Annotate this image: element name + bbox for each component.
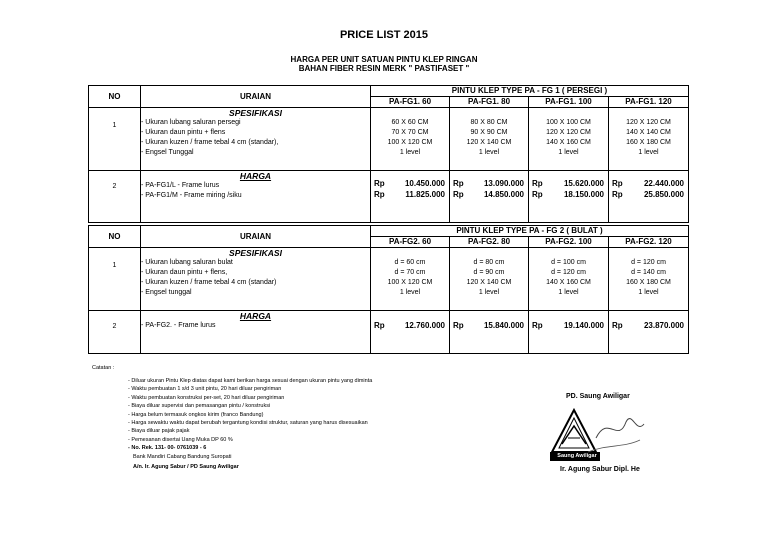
header-no: NO xyxy=(89,226,141,248)
row-no: 1 xyxy=(89,108,141,171)
spec-value: 120 X 120 CM xyxy=(546,129,591,136)
spec-line: - Ukuran lubang saluran bulat xyxy=(141,259,233,266)
price-line: - PA-FG2. - Frame lurus xyxy=(141,322,216,329)
currency: Rp xyxy=(374,321,385,330)
spec-line: - Ukuran daun pintu + flens xyxy=(141,129,226,136)
price-description xyxy=(141,311,371,354)
spec-value: 140 X 160 CM xyxy=(546,279,591,286)
price-cell xyxy=(609,171,689,223)
spec-value: d = 60 cm xyxy=(394,259,426,266)
price-value: 13.090.000 xyxy=(483,179,524,188)
spec-value: 100 X 120 CM xyxy=(387,279,433,286)
bank-account: - No. Rek. 131- 00- 0761039 - 6 xyxy=(128,445,207,452)
spec-value: 160 X 180 CM xyxy=(626,279,671,286)
currency: Rp xyxy=(453,321,464,330)
note-item: - Harga belum termasuk ongkos kirim (franco Bandung) xyxy=(128,411,264,418)
type-title: PINTU KLEP TYPE PA - FG 1 ( PERSEGI ) xyxy=(371,86,689,97)
logo-text: Saung Awiligar xyxy=(557,453,597,459)
spec-value: d = 120 cm xyxy=(551,269,586,276)
currency: Rp xyxy=(612,189,623,199)
spec-values xyxy=(371,248,450,311)
row-no: 1 xyxy=(89,248,141,311)
price-cell xyxy=(529,311,609,354)
price-value: 10.450.000 xyxy=(404,179,445,188)
spec-value: 1 level xyxy=(558,289,579,296)
row-no: 2 xyxy=(89,311,141,354)
price-line: - PA-FG1/M - Frame miring /siku xyxy=(141,192,242,199)
spec-value: d = 120 cm xyxy=(631,259,666,266)
spec-value: 90 X 90 CM xyxy=(470,129,508,136)
spec-value: 1 level xyxy=(399,149,421,156)
spec-value: 160 X 180 CM xyxy=(626,139,671,146)
spec-values xyxy=(371,108,450,171)
spec-value: 140 X 160 CM xyxy=(546,139,591,146)
spec-value: 140 X 140 CM xyxy=(626,129,671,136)
spec-value: d = 70 cm xyxy=(394,269,426,276)
subtitle-line-1: HARGA PER UNIT SATUAN PINTU KLEP RINGAN xyxy=(290,55,478,64)
header-uraian: URAIAN xyxy=(141,226,371,248)
spec-value: 70 X 70 CM xyxy=(391,129,429,136)
bank-holder: A/n. Ir. Agung Sabur / PD Saung Awiligar xyxy=(133,464,239,471)
price-cell xyxy=(450,171,529,223)
price-value: 22.440.000 xyxy=(643,179,684,188)
spec-value: 1 level xyxy=(478,149,500,156)
spec-value: d = 80 cm xyxy=(473,259,505,266)
model-header: PA-FG1. 120 xyxy=(609,97,689,108)
spec-value: 100 X 100 CM xyxy=(546,119,591,126)
spec-value: 1 level xyxy=(638,149,659,156)
type-title: PINTU KLEP TYPE PA - FG 2 ( BULAT ) xyxy=(371,226,689,237)
spec-values xyxy=(450,248,529,311)
spec-values xyxy=(450,108,529,171)
price-line: - PA-FG1/L - Frame lurus xyxy=(141,182,220,189)
currency: Rp xyxy=(374,189,385,199)
bank-name: Bank Mandiri Cabang Bandung Suropati xyxy=(133,453,232,460)
price-value: 19.140.000 xyxy=(563,321,604,330)
spec-value: 80 X 80 CM xyxy=(470,119,508,126)
note-item: - Harga sewaktu waktu dapat berubah tergantung kondisi struktur, saturan yang harus disesuaikan xyxy=(128,420,368,427)
spec-values xyxy=(529,108,609,171)
spec-description xyxy=(141,108,371,171)
note-item: - Pemesanan disertai Uang Muka DP 60 % xyxy=(128,436,233,443)
price-cell xyxy=(529,171,609,223)
price-cell xyxy=(371,311,450,354)
model-header: PA-FG1. 80 xyxy=(450,97,529,108)
notes-label: Catatan : xyxy=(92,365,115,371)
spec-line: - Ukuran lubang saluran persegi xyxy=(141,119,241,126)
harga-heading: HARGA xyxy=(239,171,272,181)
price-table-fg2 xyxy=(88,225,689,354)
spec-values xyxy=(609,108,689,171)
spec-line: - Engsel Tunggal xyxy=(141,149,194,156)
currency: Rp xyxy=(532,189,543,199)
currency: Rp xyxy=(374,179,385,188)
header-no: NO xyxy=(89,86,141,108)
spec-line: - Ukuran kuzen / frame tebal 4 cm (standar) xyxy=(141,279,277,286)
spec-heading: SPESIFIKASI xyxy=(229,108,282,118)
currency: Rp xyxy=(612,179,623,188)
price-value: 23.870.000 xyxy=(643,321,684,330)
company-name: PD. Saung Awiligar xyxy=(566,393,630,400)
price-value: 15.840.000 xyxy=(483,321,524,330)
currency: Rp xyxy=(612,321,623,330)
spec-line: - Ukuran kuzen / frame tebal 4 cm (standar), xyxy=(141,139,279,146)
spec-values xyxy=(529,248,609,311)
currency: Rp xyxy=(453,189,464,199)
spec-value: 120 X 140 CM xyxy=(466,279,512,286)
price-value: 15.620.000 xyxy=(563,179,604,188)
price-value: 14.850.000 xyxy=(483,189,524,199)
price-table-fg1 xyxy=(88,85,689,223)
signatory-name: Ir. Agung Sabur Dipl. He xyxy=(560,466,640,473)
currency: Rp xyxy=(532,321,543,330)
spec-line: - Engsel tunggal xyxy=(141,289,192,296)
spec-value: 100 X 120 CM xyxy=(387,139,433,146)
spec-heading: SPESIFIKASI xyxy=(229,248,282,258)
spec-value: 1 level xyxy=(638,289,659,296)
note-item: - Waktu pembuatan 1 s/d 3 unit pintu, 20 hari diluar pengiriman xyxy=(128,386,282,393)
spec-value: d = 100 cm xyxy=(551,259,586,266)
model-header: PA-FG2. 100 xyxy=(529,237,609,248)
price-description xyxy=(141,171,371,223)
header-uraian: URAIAN xyxy=(141,86,371,108)
spec-value: 120 X 140 CM xyxy=(466,139,512,146)
spec-value: 1 level xyxy=(478,289,500,296)
note-item: - Waktu pembuatan konstruksi per-set, 20 hari diluar pengiriman xyxy=(128,394,285,401)
price-value: 12.760.000 xyxy=(404,321,445,330)
currency: Rp xyxy=(453,179,464,188)
model-header: PA-FG2. 60 xyxy=(371,237,450,248)
currency: Rp xyxy=(532,179,543,188)
price-cell xyxy=(371,171,450,223)
spec-value: 60 X 60 CM xyxy=(391,119,429,126)
note-item: - Biaya diluar supervisi dan pemasangan pintu / konstruksi xyxy=(128,403,271,410)
note-item: - Biaya diluar pajak pajak xyxy=(128,428,190,435)
note-item: - Diluar ukuran Pintu Klep diatas dapat kami berikan harga sesuai dengan ukuran pintu yang diminta xyxy=(128,378,373,384)
model-header: PA-FG2. 80 xyxy=(450,237,529,248)
price-value: 25.850.000 xyxy=(643,189,684,199)
harga-heading: HARGA xyxy=(239,311,272,321)
notes-list xyxy=(128,377,372,471)
spec-value: 120 X 120 CM xyxy=(626,119,671,126)
model-header: PA-FG1. 100 xyxy=(529,97,609,108)
model-header: PA-FG1. 60 xyxy=(371,97,450,108)
spec-values xyxy=(609,248,689,311)
price-cell xyxy=(609,311,689,354)
model-header: PA-FG2. 120 xyxy=(609,237,689,248)
price-value: 11.825.000 xyxy=(405,189,445,199)
spec-value: d = 90 cm xyxy=(473,269,505,276)
document-title: PRICE LIST 2015 xyxy=(339,29,429,41)
spec-line: - Ukuran daun pintu + flens, xyxy=(141,269,228,276)
spec-value: d = 140 cm xyxy=(631,269,666,276)
subtitle-line-2: BAHAN FIBER RESIN MERK " PASTIFASET " xyxy=(298,64,470,73)
price-value: 18.150.000 xyxy=(563,189,604,199)
spec-value: 1 level xyxy=(399,289,421,296)
spec-description xyxy=(141,248,371,311)
price-cell xyxy=(450,311,529,354)
row-no: 2 xyxy=(89,171,141,223)
spec-value: 1 level xyxy=(558,149,579,156)
